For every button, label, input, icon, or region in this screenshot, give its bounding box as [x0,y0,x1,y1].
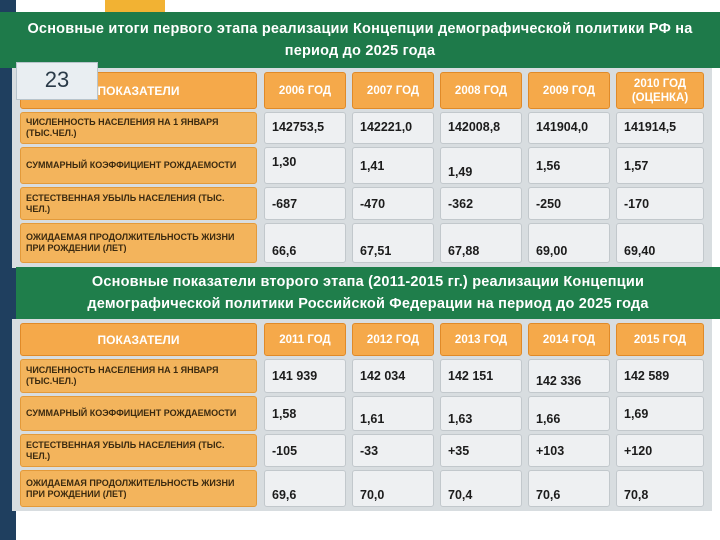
table-second-stage [12,319,712,511]
value-cell: +35 [440,434,522,467]
header-label: ПОКАЗАТЕЛИ [97,332,180,347]
value-cell: 142221,0 [352,112,434,144]
year-header: 2007 ГОД [352,72,434,109]
top-accent-bar [105,0,165,12]
year-header: 2012 ГОД [352,323,434,356]
value-cell: 142008,8 [440,112,522,144]
indicator-label: ЧИСЛЕННОСТЬ НАСЕЛЕНИЯ НА 1 ЯНВАРЯ (ТЫС.ЧЕЛ.) [20,359,257,393]
indicator-label: ОЖИДАЕМАЯ ПРОДОЛЖИТЕЛЬНОСТЬ ЖИЗНИ ПРИ РОЖДЕНИИ (ЛЕТ) [20,223,257,263]
value-cell: 1,58 [264,396,346,431]
value-cell: 1,57 [616,147,704,184]
value-cell: 69,6 [264,470,346,507]
value-cell: 70,8 [616,470,704,507]
indicator-label: ЕСТЕСТВЕННАЯ УБЫЛЬ НАСЕЛЕНИЯ (ТЫС. ЧЕЛ.) [20,187,257,220]
value-cell: 142 151 [440,359,522,393]
value-cell: 142753,5 [264,112,346,144]
value-cell: 1,66 [528,396,610,431]
year-header: 2010 ГОД (ОЦЕНКА) [616,72,704,109]
value-cell: +103 [528,434,610,467]
value-cell: 70,0 [352,470,434,507]
section2-title-line2: демографической политики Российской Федерации на период до 2025 года [87,296,649,312]
value-cell: 67,88 [440,223,522,263]
value-cell: -470 [352,187,434,220]
value-cell: 1,30 [264,147,346,184]
indicator-label: ОЖИДАЕМАЯ ПРОДОЛЖИТЕЛЬНОСТЬ ЖИЗНИ ПРИ РОЖДЕНИИ (ЛЕТ) [20,470,257,507]
header-label-cell [20,323,257,356]
table-first-stage [12,68,712,268]
value-cell: 67,51 [352,223,434,263]
section1-title-banner [0,12,720,68]
value-cell: -170 [616,187,704,220]
year-header: 2008 ГОД [440,72,522,109]
value-cell: 142 034 [352,359,434,393]
value-cell: -105 [264,434,346,467]
value-cell: 142 589 [616,359,704,393]
year-header: 2009 ГОД [528,72,610,109]
year-header: 2014 ГОД [528,323,610,356]
section1-title-line2: период до 2025 года [284,43,436,59]
value-cell: 66,6 [264,223,346,263]
section2-title-line1: Основные показатели второго этапа (2011-2015 гг.) реализации Концепции [91,274,645,290]
value-cell: 70,4 [440,470,522,507]
year-header: 2011 ГОД [264,323,346,356]
value-cell: 1,56 [528,147,610,184]
value-cell: -362 [440,187,522,220]
value-cell: 1,63 [440,396,522,431]
indicator-label: СУММАРНЫЙ КОЭФФИЦИЕНТ РОЖДАЕМОСТИ [20,396,257,431]
section1-title-line1: Основные итоги первого этапа реализации Концепции демографической политики РФ на [27,21,693,37]
value-cell: 69,00 [528,223,610,263]
value-cell: 70,6 [528,470,610,507]
value-cell: 141 939 [264,359,346,393]
value-cell: 141904,0 [528,112,610,144]
value-cell: 1,61 [352,396,434,431]
value-cell: 1,41 [352,147,434,184]
year-header: 2006 ГОД [264,72,346,109]
section2-title-banner [16,267,720,319]
page-number: 23 [16,62,98,100]
value-cell: 69,40 [616,223,704,263]
value-cell: 1,69 [616,396,704,431]
header-label: ПОКАЗАТЕЛИ [97,83,180,98]
value-cell: 1,49 [440,147,522,184]
value-cell: -250 [528,187,610,220]
value-cell: 141914,5 [616,112,704,144]
value-cell: -33 [352,434,434,467]
indicator-label: ЧИСЛЕННОСТЬ НАСЕЛЕНИЯ НА 1 ЯНВАРЯ (ТЫС.ЧЕЛ.) [20,112,257,144]
year-header: 2015 ГОД [616,323,704,356]
value-cell: +120 [616,434,704,467]
indicator-label: ЕСТЕСТВЕННАЯ УБЫЛЬ НАСЕЛЕНИЯ (ТЫС. ЧЕЛ.) [20,434,257,467]
value-cell: -687 [264,187,346,220]
indicator-label: СУММАРНЫЙ КОЭФФИЦИЕНТ РОЖДАЕМОСТИ [20,147,257,184]
year-header: 2013 ГОД [440,323,522,356]
value-cell: 142 336 [528,359,610,393]
